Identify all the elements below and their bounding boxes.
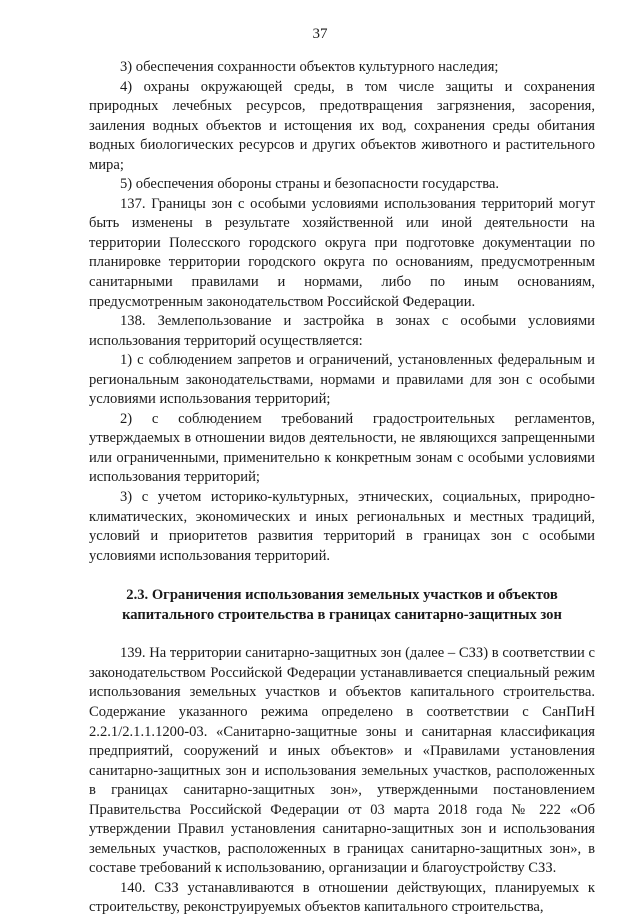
page-number: 37 [312, 26, 328, 42]
paragraph-138-item-3: 3) с учетом историко-культурных, этнических, социальных, природно-климатических, экономических и иных региональных и местных традиций, условий и приоритетов развития территорий в границах зон с особыми условиями использования территорий. [89, 489, 595, 564]
list-item-5: 5) обеспечения обороны страны и безопасности государства. [120, 176, 500, 193]
paragraph-140: 140. СЗЗ устанавливаются в отношении действующих, планируемых к строительству, реконструируемых объектов капитального строительства, [89, 879, 595, 916]
paragraph-138-item-2: 2) с соблюдением требований градостроительных регламентов, утверждаемых в отношении видов деятельности, не являющихся запрещенными или ограниченными, применительно к конкретным зонам с особыми условиями использования территорий; [89, 410, 595, 486]
list-item-3: 3) обеспечения сохранности объектов культурного наследия; [120, 59, 499, 75]
document-body [89, 58, 595, 918]
paragraph-139: 139. На территории санитарно-защитных зон (далее – СЗЗ) в соответствии с законодательством Российской Федерации устанавливается специальный режим использования земельных участков и объектов капитального строительства. Содержание указанного режима определено в соответствии с СанПиН 2.2.1/2.1.1.1200-03. «Санитарно-защитные зоны и санитарная классификация предприятий, сооружений и иных объектов» и «Правилами установления санитарно-защитных зон и использования земельных участков, расположенных в границах санитарно-защитных зон», утвержденными постановлением Правительства Российской Федерации от 03 марта 2018 года № 222 «Об утверждении Правил установления санитарно-защитных зон и использования земельных участков, расположенных в границах санитарно-защитных зон», в составе требований к использованию, организации и благоустройству СЗЗ. [89, 645, 595, 877]
section-heading: 2.3. Ограничения использования земельных участков и объектов капитального строительства в границах санитарно-защитных зон [122, 587, 562, 623]
paragraph-138-item-1: 1) с соблюдением запретов и ограничений, установленных федеральным и региональным законодательствами, нормами и правилами для зон с особыми условиями использования территорий; [89, 352, 595, 408]
list-item-4: 4) охраны окружающей среды, в том числе защиты и сохранения природных лечебных ресурсов, предотвращения загрязнения, засорения, заиления водных объектов и истощения их вод, сохранения среды обитания водных биологических ресурсов и других объектов животного и растительного мира; [89, 78, 595, 173]
paragraph-137: 137. Границы зон с особыми условиями использования территорий могут быть изменены в результате хозяйственной или иной деятельности на территории Полесского городского округа при подготовке документации по планировке территории городского округа по основаниям, предусмотренным санитарными правилами и нормами, либо по иным основаниям, предусмотренным законодательством Российской Федерации. [89, 195, 595, 310]
paragraph-138: 138. Землепользование и застройка в зонах с особыми условиями использования территорий осуществляется: [89, 313, 595, 349]
